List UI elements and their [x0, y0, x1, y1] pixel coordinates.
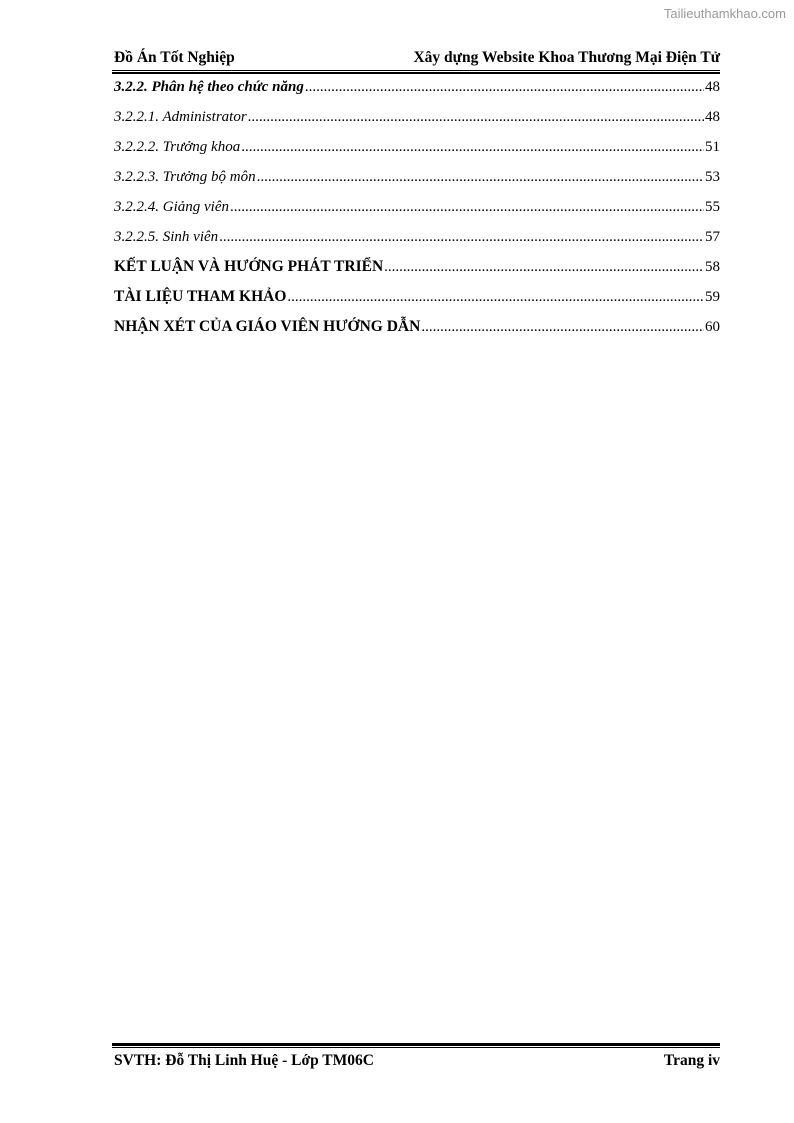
toc-entry[interactable]: [114, 107, 720, 137]
toc-leader-dots: [248, 107, 704, 127]
toc-entry-label: TÀI LIỆU THAM KHẢO: [114, 288, 287, 305]
footer-rule: [112, 1043, 720, 1048]
toc-entry-label: 3.2.2. Phân hệ theo chức năng: [114, 79, 304, 95]
footer-left: SVTH: Đỗ Thị Linh Huệ - Lớp TM06C: [114, 1052, 374, 1069]
toc-entry[interactable]: [114, 137, 720, 167]
toc-leader-dots: [241, 137, 704, 157]
toc-entry-label: 3.2.2.2. Trưởng khoa: [114, 139, 241, 155]
toc-leader-dots: [230, 197, 704, 217]
toc-entry-page: 57: [705, 229, 720, 245]
toc-entry[interactable]: [114, 227, 720, 257]
toc-leader-dots: [384, 257, 704, 277]
toc-entry[interactable]: [114, 287, 720, 317]
table-of-contents: [114, 77, 720, 347]
header-right: Xây dựng Website Khoa Thương Mại Điện Tử: [413, 49, 720, 66]
toc-entry-label: NHẬN XÉT CỦA GIÁO VIÊN HƯỚNG DẪN: [114, 318, 421, 335]
toc-entry-page: 55: [705, 199, 720, 215]
toc-entry-label: KẾT LUẬN VÀ HƯỚNG PHÁT TRIỂN: [114, 258, 384, 275]
toc-leader-dots: [219, 227, 704, 247]
header-left: Đồ Án Tốt Nghiệp: [114, 49, 235, 66]
toc-entry-page: 53: [705, 169, 720, 185]
toc-entry-page: 58: [705, 259, 720, 275]
toc-entry-page: 59: [705, 289, 720, 305]
header-rule: [112, 70, 720, 74]
toc-entry-page: 48: [705, 109, 720, 125]
toc-leader-dots: [287, 287, 704, 307]
toc-entry[interactable]: [114, 197, 720, 227]
page-header: [114, 49, 720, 67]
page-footer: [114, 1052, 720, 1070]
toc-entry[interactable]: [114, 77, 720, 107]
toc-entry-label: 3.2.2.1. Administrator: [114, 109, 247, 125]
toc-entry[interactable]: [114, 257, 720, 287]
toc-entry-label: 3.2.2.4. Giảng viên: [114, 199, 229, 215]
toc-entry-page: 51: [705, 139, 720, 155]
toc-entry[interactable]: [114, 167, 720, 197]
toc-leader-dots: [421, 317, 704, 337]
footer-right: Trang iv: [663, 1052, 720, 1069]
toc-leader-dots: [257, 167, 704, 187]
toc-entry-label: 3.2.2.3. Trưởng bộ môn: [114, 169, 256, 185]
toc-entry-page: 48: [705, 79, 720, 95]
toc-entry[interactable]: [114, 317, 720, 347]
toc-entry-label: 3.2.2.5. Sinh viên: [114, 229, 219, 245]
toc-entry-page: 60: [705, 319, 720, 335]
toc-leader-dots: [305, 77, 704, 97]
watermark: Tailieuthamkhao.com: [663, 6, 786, 21]
